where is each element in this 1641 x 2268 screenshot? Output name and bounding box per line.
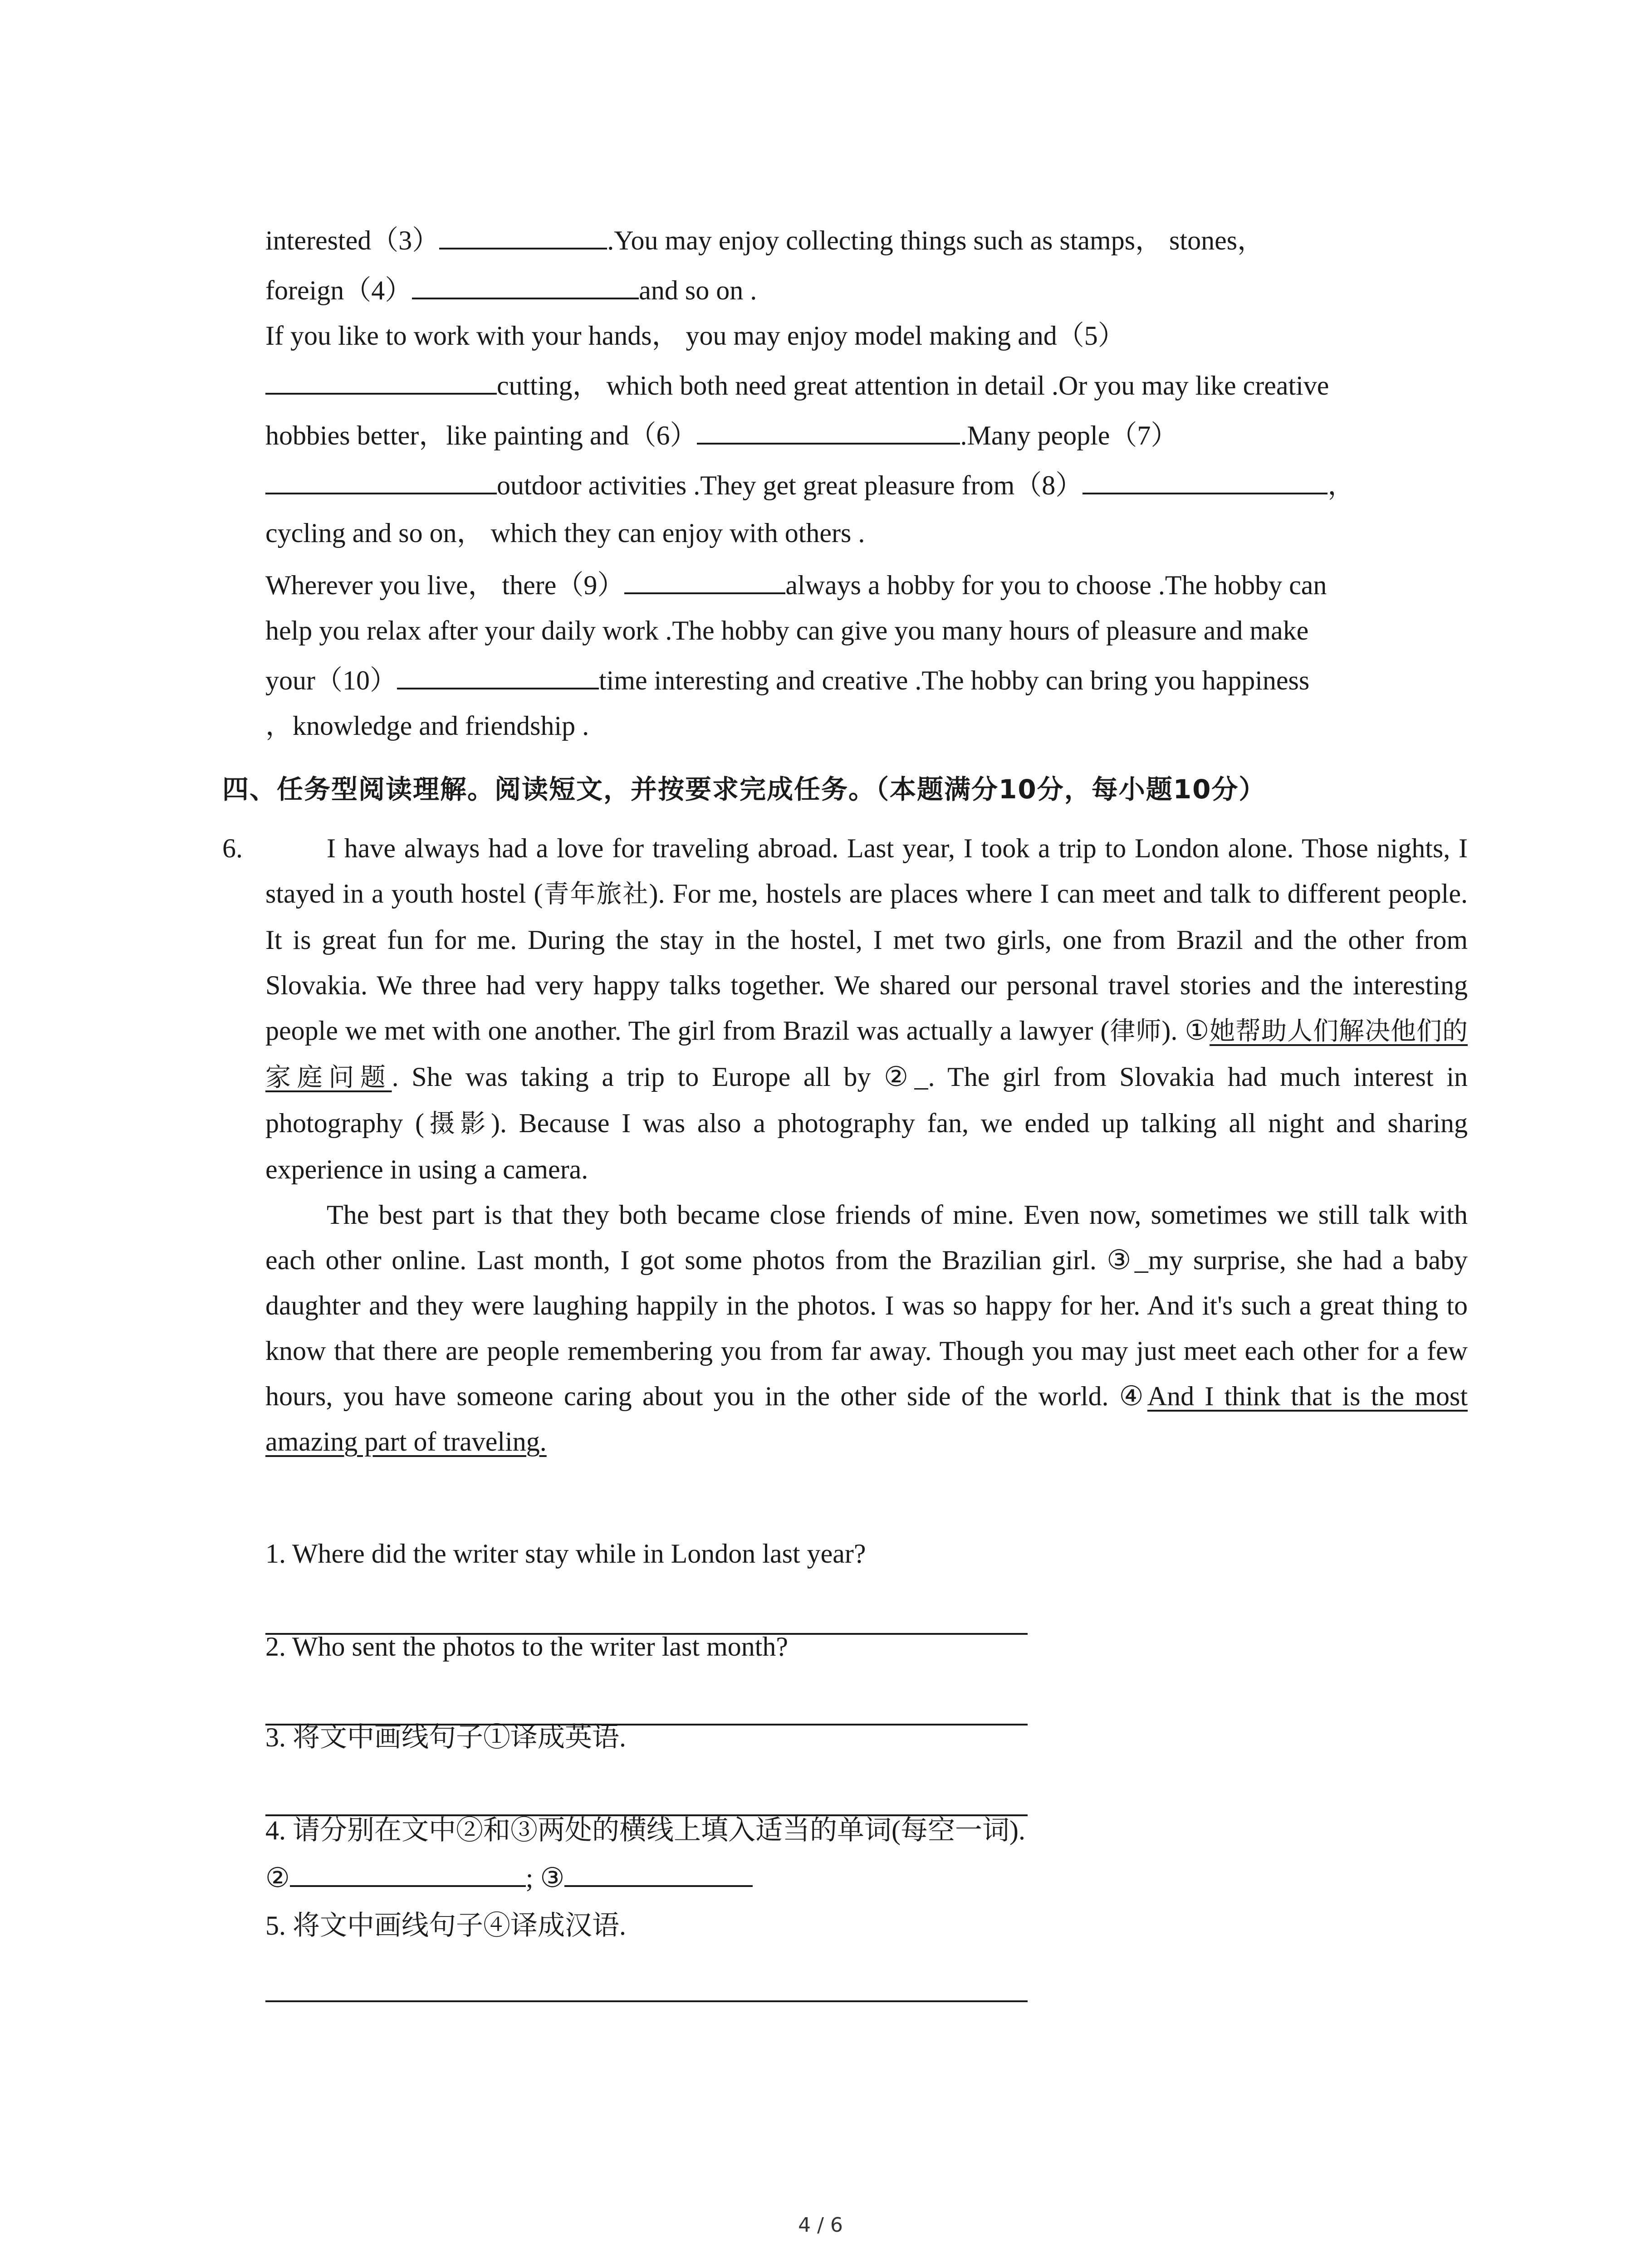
answer-line-5[interactable] [265,2000,1028,2002]
cloze-line-4: cutting， which both need great attention in detail .Or you may like creative [265,363,1463,408]
answer-blank-2[interactable] [290,1858,526,1887]
cloze-line-8: Wherever you live， there（9） always a hobby for you to choose .The hobby can [265,562,1463,608]
cloze-line-3: If you like to work with your hands， you may enjoy model making and（5） [265,321,1125,351]
cloze-line-5: hobbies better，like painting and（6） .Many people（7） [265,413,1463,458]
passage-paragraph-1: I have always had a love for traveling abroad. Last year, I took a trip to London alone. Those nights, I stayed in a youth hostel (青年旅社). For me, hostels are places where I can meet and talk to different people. It is great fun for me. During the stay in the hostel, I met two girls, one from Brazil and the other from Slovakia. We three had very happy talks together. We shared our personal travel stories and the interesting people we met with one another. The girl from Brazil was actually a lawyer (律师). ①她帮助人们解决他们的家庭问题. She was taking a trip to Europe all by ②_. The girl from Slovakia had much interest in photography (摄影). Because I was also a photography fan, we ended up talking all night and sharing experience in using a camera. [265,833,1468,1184]
question-number: 6. [222,833,243,863]
passage-paragraph-2: The best part is that they both became close friends of mine. Even now, sometimes we still talk with each other online. Last month, I got some photos from the Brazilian girl. ③_my surprise, she had a baby daughter and they were laughing happily in the photos. I was so happy for her. And it's such a great thing to know that there are people remembering you from far away. Though you may just meet each other for a few hours, you have someone caring about you in the other side of the world. ④And I think that is the most amazing part of traveling. [265,1200,1468,1457]
section-heading: 四、任务型阅读理解。阅读短文，并按要求完成任务。（本题满分10分，每小题10分） [222,774,1266,805]
question-5: 5. 将文中画线句子④译成汉语. [265,1911,626,1941]
cloze-line-11: ，knowledge and friendship . [265,711,589,741]
blank-5[interactable] [265,366,497,395]
answer-blank-3[interactable] [564,1858,753,1887]
underlined-sentence-4: And I think that is the most amazing part of traveling. [265,1381,1468,1457]
cloze-line-9: help you relax after your daily work .The hobby can give you many hours of pleasure and make [265,616,1309,645]
cloze-line-1: interested（3） .You may enjoy collecting things such as stamps， stones， [265,218,1463,263]
blank-9[interactable] [624,565,785,594]
cloze-line-2: foreign（4） and so on . [265,268,1463,313]
question-3: 3. 将文中画线句子①译成英语. [265,1722,626,1752]
question-4: 4. 请分别在文中②和③两处的横线上填入适当的单词(每空一词). [265,1815,1025,1845]
underlined-sentence-1: 她帮助人们解决他们的家庭问题 [265,1017,1468,1092]
blank-6[interactable] [697,415,960,445]
page-number: 4 / 6 [798,2214,843,2237]
cloze-line-10: your（10） time interesting and creative .The hobby can bring you happiness [265,658,1463,703]
blank-8[interactable] [1083,465,1327,494]
question-2: 2. Who sent the photos to the writer last month? [265,1632,789,1662]
reading-passage [265,826,1468,1464]
blank-10[interactable] [397,660,599,689]
cloze-line-6: outdoor activities .They get great pleasure from（8） ， [265,463,1463,508]
cloze-line-7: cycling and so on， which they can enjoy with others . [265,518,865,548]
blank-3[interactable] [439,220,607,249]
blank-4[interactable] [412,270,639,299]
question-4-answers: ② ; ③ [265,1855,753,1901]
question-1: 1. Where did the writer stay while in London last year? [265,1539,866,1569]
blank-7[interactable] [265,465,497,494]
